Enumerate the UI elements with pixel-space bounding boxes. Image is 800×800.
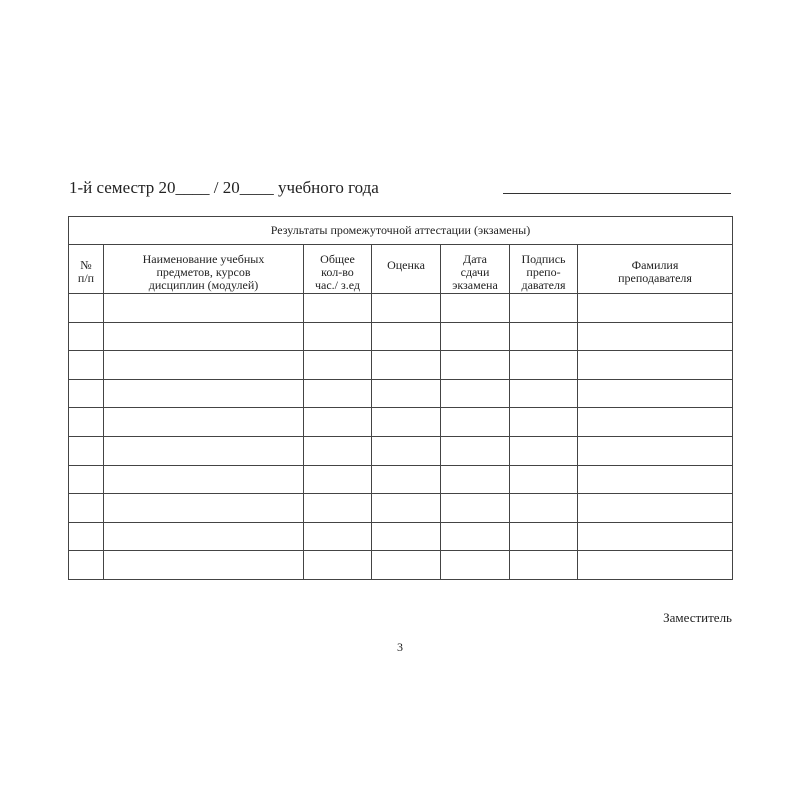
col-header-teacher-name (578, 245, 733, 294)
table-cell[interactable] (578, 379, 733, 408)
table-cell[interactable] (441, 551, 510, 580)
table-cell[interactable] (578, 322, 733, 351)
col-header-line: час./ з.ед (314, 278, 361, 292)
table-cell[interactable] (69, 408, 104, 437)
table-cell[interactable] (304, 408, 372, 437)
col-header-line: Общее (320, 252, 355, 266)
table-row (69, 294, 733, 323)
table-cell[interactable] (441, 522, 510, 551)
table-cell[interactable] (441, 408, 510, 437)
table-cell[interactable] (69, 522, 104, 551)
table-cell[interactable] (304, 294, 372, 323)
col-header-line: сдачи (460, 265, 490, 279)
table-cell[interactable] (69, 465, 104, 494)
col-header-line: Оценка (387, 258, 425, 272)
table-cell[interactable] (510, 322, 578, 351)
table-cell[interactable] (510, 351, 578, 380)
table-cell[interactable] (69, 294, 104, 323)
col-header-line: № (80, 258, 92, 272)
table-body (69, 294, 733, 580)
table-cell[interactable] (69, 436, 104, 465)
table-cell[interactable] (510, 465, 578, 494)
table-cell[interactable] (304, 436, 372, 465)
table-cell[interactable] (441, 294, 510, 323)
table-cell[interactable] (441, 436, 510, 465)
table-cell[interactable] (104, 551, 304, 580)
col-header-grade (372, 245, 441, 294)
table-cell[interactable] (441, 322, 510, 351)
table-cell[interactable] (510, 379, 578, 408)
col-header-line: кол-во (321, 265, 354, 279)
table-cell[interactable] (104, 294, 304, 323)
col-header-line: Подпись (521, 252, 566, 266)
table-cell[interactable] (69, 494, 104, 523)
table-cell[interactable] (69, 351, 104, 380)
table-cell[interactable] (578, 551, 733, 580)
col-header-exam-date (441, 245, 510, 294)
table-header-row (69, 245, 733, 294)
table-cell[interactable] (510, 294, 578, 323)
table-cell[interactable] (578, 436, 733, 465)
table-cell[interactable] (104, 494, 304, 523)
col-header-subject (104, 245, 304, 294)
table-cell[interactable] (104, 465, 304, 494)
table-cell[interactable] (69, 379, 104, 408)
table-cell[interactable] (104, 322, 304, 351)
col-header-line: предметов, курсов (156, 265, 251, 279)
col-header-line: преподавателя (618, 271, 692, 285)
table-cell[interactable] (69, 322, 104, 351)
table-cell[interactable] (578, 465, 733, 494)
signature-blank-line (503, 193, 731, 194)
col-header-hours (304, 245, 372, 294)
table-cell[interactable] (441, 351, 510, 380)
table-caption: Результаты промежуточной аттестации (экзамены) (69, 217, 733, 245)
page-number: 3 (397, 640, 403, 654)
table-row (69, 465, 733, 494)
table-cell[interactable] (372, 522, 441, 551)
table-cell[interactable] (510, 494, 578, 523)
table-cell[interactable] (441, 465, 510, 494)
table-cell[interactable] (304, 379, 372, 408)
table-cell[interactable] (372, 379, 441, 408)
table-cell[interactable] (578, 294, 733, 323)
table-cell[interactable] (441, 379, 510, 408)
table-cell[interactable] (578, 494, 733, 523)
table-cell[interactable] (372, 294, 441, 323)
table-cell[interactable] (578, 408, 733, 437)
table-cell[interactable] (304, 322, 372, 351)
table-cell[interactable] (510, 522, 578, 551)
col-header-line: дисциплин (модулей) (148, 278, 259, 292)
table-cell[interactable] (372, 408, 441, 437)
col-header-line: экзамена (452, 278, 498, 292)
table-cell[interactable] (372, 494, 441, 523)
table-row (69, 436, 733, 465)
table-cell[interactable] (578, 522, 733, 551)
exam-results-table (68, 216, 733, 580)
table-cell[interactable] (104, 351, 304, 380)
table-cell[interactable] (104, 436, 304, 465)
col-header-line: Дата (463, 252, 487, 266)
table-cell[interactable] (372, 465, 441, 494)
table-row (69, 494, 733, 523)
table-cell[interactable] (372, 551, 441, 580)
semester-heading: 1-й семестр 20____ / 20____ учебного года (69, 178, 379, 197)
col-header-line: давателя (521, 278, 566, 292)
col-header-signature (510, 245, 578, 294)
table-cell[interactable] (104, 379, 304, 408)
table-cell[interactable] (304, 522, 372, 551)
table-cell[interactable] (441, 494, 510, 523)
table-row (69, 351, 733, 380)
col-header-number (69, 245, 104, 294)
table-cell[interactable] (510, 551, 578, 580)
table-cell[interactable] (510, 436, 578, 465)
table-cell[interactable] (304, 494, 372, 523)
col-header-line: Фамилия (631, 258, 679, 272)
table-cell[interactable] (372, 436, 441, 465)
col-header-line: Наименование учебных (142, 252, 265, 266)
col-header-line: п/п (77, 271, 95, 285)
table-cell[interactable] (372, 351, 441, 380)
table-row (69, 522, 733, 551)
table-row (69, 551, 733, 580)
table-row (69, 379, 733, 408)
table-cell[interactable] (304, 465, 372, 494)
table-cell[interactable] (578, 351, 733, 380)
table-cell[interactable] (304, 351, 372, 380)
col-header-line: препо- (526, 265, 561, 279)
table-cell[interactable] (372, 322, 441, 351)
table-cell[interactable] (69, 551, 104, 580)
table-cell[interactable] (104, 522, 304, 551)
table-cell[interactable] (104, 408, 304, 437)
table-row (69, 408, 733, 437)
deputy-label: Заместитель (663, 610, 732, 625)
table-cell[interactable] (304, 551, 372, 580)
table-cell[interactable] (510, 408, 578, 437)
table-row (69, 322, 733, 351)
